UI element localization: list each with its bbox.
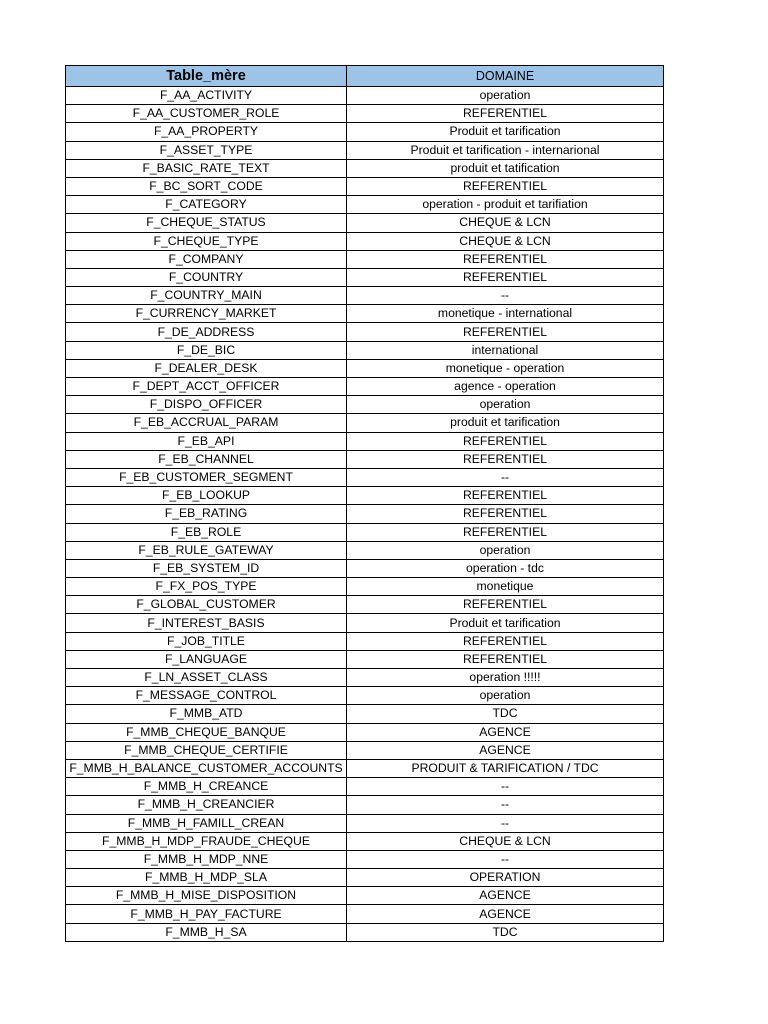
domain-cell[interactable]: Produit et tarification bbox=[347, 123, 664, 141]
table-row bbox=[66, 287, 664, 305]
table-name-cell[interactable]: F_COUNTRY bbox=[66, 268, 347, 286]
domain-cell[interactable]: monetique bbox=[347, 578, 664, 596]
table-row bbox=[66, 323, 664, 341]
table-row bbox=[66, 578, 664, 596]
table-name-cell[interactable]: F_EB_SYSTEM_ID bbox=[66, 559, 347, 577]
table-body bbox=[66, 87, 664, 942]
domain-cell[interactable]: CHEQUE & LCN bbox=[347, 832, 664, 850]
table-row bbox=[66, 177, 664, 195]
table-name-cell[interactable]: F_CURRENCY_MARKET bbox=[66, 305, 347, 323]
domain-cell[interactable]: international bbox=[347, 341, 664, 359]
table-name-cell[interactable]: F_EB_ACCRUAL_PARAM bbox=[66, 414, 347, 432]
table-name-cell[interactable]: F_AA_PROPERTY bbox=[66, 123, 347, 141]
domain-cell[interactable]: -- bbox=[347, 850, 664, 868]
table-name-cell[interactable]: F_DEALER_DESK bbox=[66, 359, 347, 377]
domain-cell[interactable]: operation bbox=[347, 396, 664, 414]
table-name-cell[interactable]: F_EB_CUSTOMER_SEGMENT bbox=[66, 468, 347, 486]
table-name-cell[interactable]: F_COUNTRY_MAIN bbox=[66, 287, 347, 305]
table-name-cell[interactable]: F_MMB_H_FAMILL_CREAN bbox=[66, 814, 347, 832]
table-name-cell[interactable]: F_MMB_H_MISE_DISPOSITION bbox=[66, 887, 347, 905]
domain-cell[interactable]: -- bbox=[347, 468, 664, 486]
table-name-cell[interactable]: F_AA_CUSTOMER_ROLE bbox=[66, 105, 347, 123]
table-row bbox=[66, 123, 664, 141]
table-name-cell[interactable]: F_LANGUAGE bbox=[66, 650, 347, 668]
table-row bbox=[66, 87, 664, 105]
table-row bbox=[66, 468, 664, 486]
table-name-cell[interactable]: F_EB_API bbox=[66, 432, 347, 450]
table-row bbox=[66, 596, 664, 614]
domain-cell[interactable]: REFERENTIEL bbox=[347, 487, 664, 505]
table-name-cell[interactable]: F_MMB_ATD bbox=[66, 705, 347, 723]
table-name-cell[interactable]: F_EB_ROLE bbox=[66, 523, 347, 541]
table-name-cell[interactable]: F_INTEREST_BASIS bbox=[66, 614, 347, 632]
domain-cell[interactable]: operation bbox=[347, 541, 664, 559]
domain-cell[interactable]: monetique - international bbox=[347, 305, 664, 323]
table-row bbox=[66, 669, 664, 687]
table-name-cell[interactable]: F_AA_ACTIVITY bbox=[66, 87, 347, 105]
table-name-cell[interactable]: F_BC_SORT_CODE bbox=[66, 177, 347, 195]
table-name-cell[interactable]: F_MMB_H_SA bbox=[66, 923, 347, 941]
header-domaine[interactable]: DOMAINE bbox=[347, 66, 664, 87]
domain-cell[interactable]: AGENCE bbox=[347, 887, 664, 905]
table-row bbox=[66, 378, 664, 396]
table-name-cell[interactable]: F_CATEGORY bbox=[66, 196, 347, 214]
table-name-cell[interactable]: F_EB_LOOKUP bbox=[66, 487, 347, 505]
table-row bbox=[66, 541, 664, 559]
table-name-cell[interactable]: F_DE_ADDRESS bbox=[66, 323, 347, 341]
table-row bbox=[66, 832, 664, 850]
domain-cell[interactable]: produit et tatification bbox=[347, 159, 664, 177]
table-row bbox=[66, 559, 664, 577]
table-row bbox=[66, 487, 664, 505]
table-name-cell[interactable]: F_MMB_H_PAY_FACTURE bbox=[66, 905, 347, 923]
domain-cell[interactable]: agence - operation bbox=[347, 378, 664, 396]
spreadsheet-sheet bbox=[65, 65, 663, 942]
table-row bbox=[66, 814, 664, 832]
table-row bbox=[66, 141, 664, 159]
table-row bbox=[66, 305, 664, 323]
domain-cell[interactable]: operation !!!!! bbox=[347, 669, 664, 687]
domain-cell[interactable]: REFERENTIEL bbox=[347, 523, 664, 541]
table-row bbox=[66, 159, 664, 177]
table-name-cell[interactable]: F_EB_RULE_GATEWAY bbox=[66, 541, 347, 559]
domain-cell[interactable]: -- bbox=[347, 287, 664, 305]
table-name-cell[interactable]: F_MMB_CHEQUE_CERTIFIE bbox=[66, 741, 347, 759]
table-row bbox=[66, 759, 664, 777]
table-row bbox=[66, 214, 664, 232]
table-row bbox=[66, 923, 664, 941]
table-row bbox=[66, 869, 664, 887]
domain-cell[interactable]: operation bbox=[347, 687, 664, 705]
domain-cell[interactable]: AGENCE bbox=[347, 723, 664, 741]
table-name-cell[interactable]: F_GLOBAL_CUSTOMER bbox=[66, 596, 347, 614]
table-row bbox=[66, 778, 664, 796]
domain-table bbox=[65, 65, 664, 942]
domain-cell[interactable]: REFERENTIEL bbox=[347, 632, 664, 650]
table-name-cell[interactable]: F_LN_ASSET_CLASS bbox=[66, 669, 347, 687]
table-row bbox=[66, 614, 664, 632]
domain-cell[interactable]: REFERENTIEL bbox=[347, 177, 664, 195]
domain-cell[interactable]: PRODUIT & TARIFICATION / TDC bbox=[347, 759, 664, 777]
table-row bbox=[66, 432, 664, 450]
domain-cell[interactable]: REFERENTIEL bbox=[347, 432, 664, 450]
domain-cell[interactable]: REFERENTIEL bbox=[347, 105, 664, 123]
table-row bbox=[66, 250, 664, 268]
table-name-cell[interactable]: F_MMB_H_MDP_SLA bbox=[66, 869, 347, 887]
table-row bbox=[66, 687, 664, 705]
domain-cell[interactable]: REFERENTIEL bbox=[347, 323, 664, 341]
table-row bbox=[66, 396, 664, 414]
domain-cell[interactable]: operation bbox=[347, 87, 664, 105]
table-name-cell[interactable]: F_DEPT_ACCT_OFFICER bbox=[66, 378, 347, 396]
domain-cell[interactable]: operation - produit et tarifiation bbox=[347, 196, 664, 214]
table-name-cell[interactable]: F_DISPO_OFFICER bbox=[66, 396, 347, 414]
domain-cell[interactable]: -- bbox=[347, 814, 664, 832]
table-row bbox=[66, 523, 664, 541]
table-name-cell[interactable]: F_MMB_H_MDP_FRAUDE_CHEQUE bbox=[66, 832, 347, 850]
table-name-cell[interactable]: F_EB_CHANNEL bbox=[66, 450, 347, 468]
table-name-cell[interactable]: F_MMB_H_BALANCE_CUSTOMER_ACCOUNTS bbox=[66, 759, 347, 777]
table-row bbox=[66, 505, 664, 523]
domain-cell[interactable]: -- bbox=[347, 796, 664, 814]
domain-cell[interactable]: TDC bbox=[347, 923, 664, 941]
table-row bbox=[66, 850, 664, 868]
table-name-cell[interactable]: F_ASSET_TYPE bbox=[66, 141, 347, 159]
table-row bbox=[66, 105, 664, 123]
domain-cell[interactable]: CHEQUE & LCN bbox=[347, 232, 664, 250]
domain-cell[interactable]: CHEQUE & LCN bbox=[347, 214, 664, 232]
table-name-cell[interactable]: F_BASIC_RATE_TEXT bbox=[66, 159, 347, 177]
domain-cell[interactable]: REFERENTIEL bbox=[347, 250, 664, 268]
table-name-cell[interactable]: F_MESSAGE_CONTROL bbox=[66, 687, 347, 705]
table-row bbox=[66, 905, 664, 923]
table-row bbox=[66, 705, 664, 723]
table-name-cell[interactable]: F_CHEQUE_TYPE bbox=[66, 232, 347, 250]
table-name-cell[interactable]: F_JOB_TITLE bbox=[66, 632, 347, 650]
domain-cell[interactable]: AGENCE bbox=[347, 905, 664, 923]
table-row bbox=[66, 450, 664, 468]
table-row bbox=[66, 723, 664, 741]
table-name-cell[interactable]: F_EB_RATING bbox=[66, 505, 347, 523]
domain-cell[interactable]: AGENCE bbox=[347, 741, 664, 759]
table-row bbox=[66, 196, 664, 214]
domain-cell[interactable]: operation - tdc bbox=[347, 559, 664, 577]
domain-cell[interactable]: REFERENTIEL bbox=[347, 596, 664, 614]
table-row bbox=[66, 632, 664, 650]
table-row bbox=[66, 414, 664, 432]
table-row bbox=[66, 796, 664, 814]
domain-cell[interactable]: OPERATION bbox=[347, 869, 664, 887]
domain-cell[interactable]: TDC bbox=[347, 705, 664, 723]
domain-cell[interactable]: -- bbox=[347, 778, 664, 796]
domain-cell[interactable]: REFERENTIEL bbox=[347, 450, 664, 468]
table-row bbox=[66, 887, 664, 905]
table-row bbox=[66, 341, 664, 359]
table-name-cell[interactable]: F_FX_POS_TYPE bbox=[66, 578, 347, 596]
table-name-cell[interactable]: F_MMB_H_CREANCIER bbox=[66, 796, 347, 814]
table-row bbox=[66, 268, 664, 286]
table-row bbox=[66, 359, 664, 377]
domain-cell[interactable]: REFERENTIEL bbox=[347, 505, 664, 523]
domain-cell[interactable]: REFERENTIEL bbox=[347, 268, 664, 286]
table-name-cell[interactable]: F_CHEQUE_STATUS bbox=[66, 214, 347, 232]
table-name-cell[interactable]: F_MMB_CHEQUE_BANQUE bbox=[66, 723, 347, 741]
table-row bbox=[66, 650, 664, 668]
domain-cell[interactable]: Produit et tarification bbox=[347, 614, 664, 632]
domain-cell[interactable]: Produit et tarification - internarional bbox=[347, 141, 664, 159]
table-row bbox=[66, 232, 664, 250]
header-row bbox=[66, 66, 664, 87]
domain-cell[interactable]: REFERENTIEL bbox=[347, 650, 664, 668]
header-table-mere[interactable]: Table_mère bbox=[66, 66, 347, 87]
table-name-cell[interactable]: F_COMPANY bbox=[66, 250, 347, 268]
table-name-cell[interactable]: F_MMB_H_MDP_NNE bbox=[66, 850, 347, 868]
table-name-cell[interactable]: F_DE_BIC bbox=[66, 341, 347, 359]
table-name-cell[interactable]: F_MMB_H_CREANCE bbox=[66, 778, 347, 796]
domain-cell[interactable]: produit et tarification bbox=[347, 414, 664, 432]
domain-cell[interactable]: monetique - operation bbox=[347, 359, 664, 377]
table-row bbox=[66, 741, 664, 759]
